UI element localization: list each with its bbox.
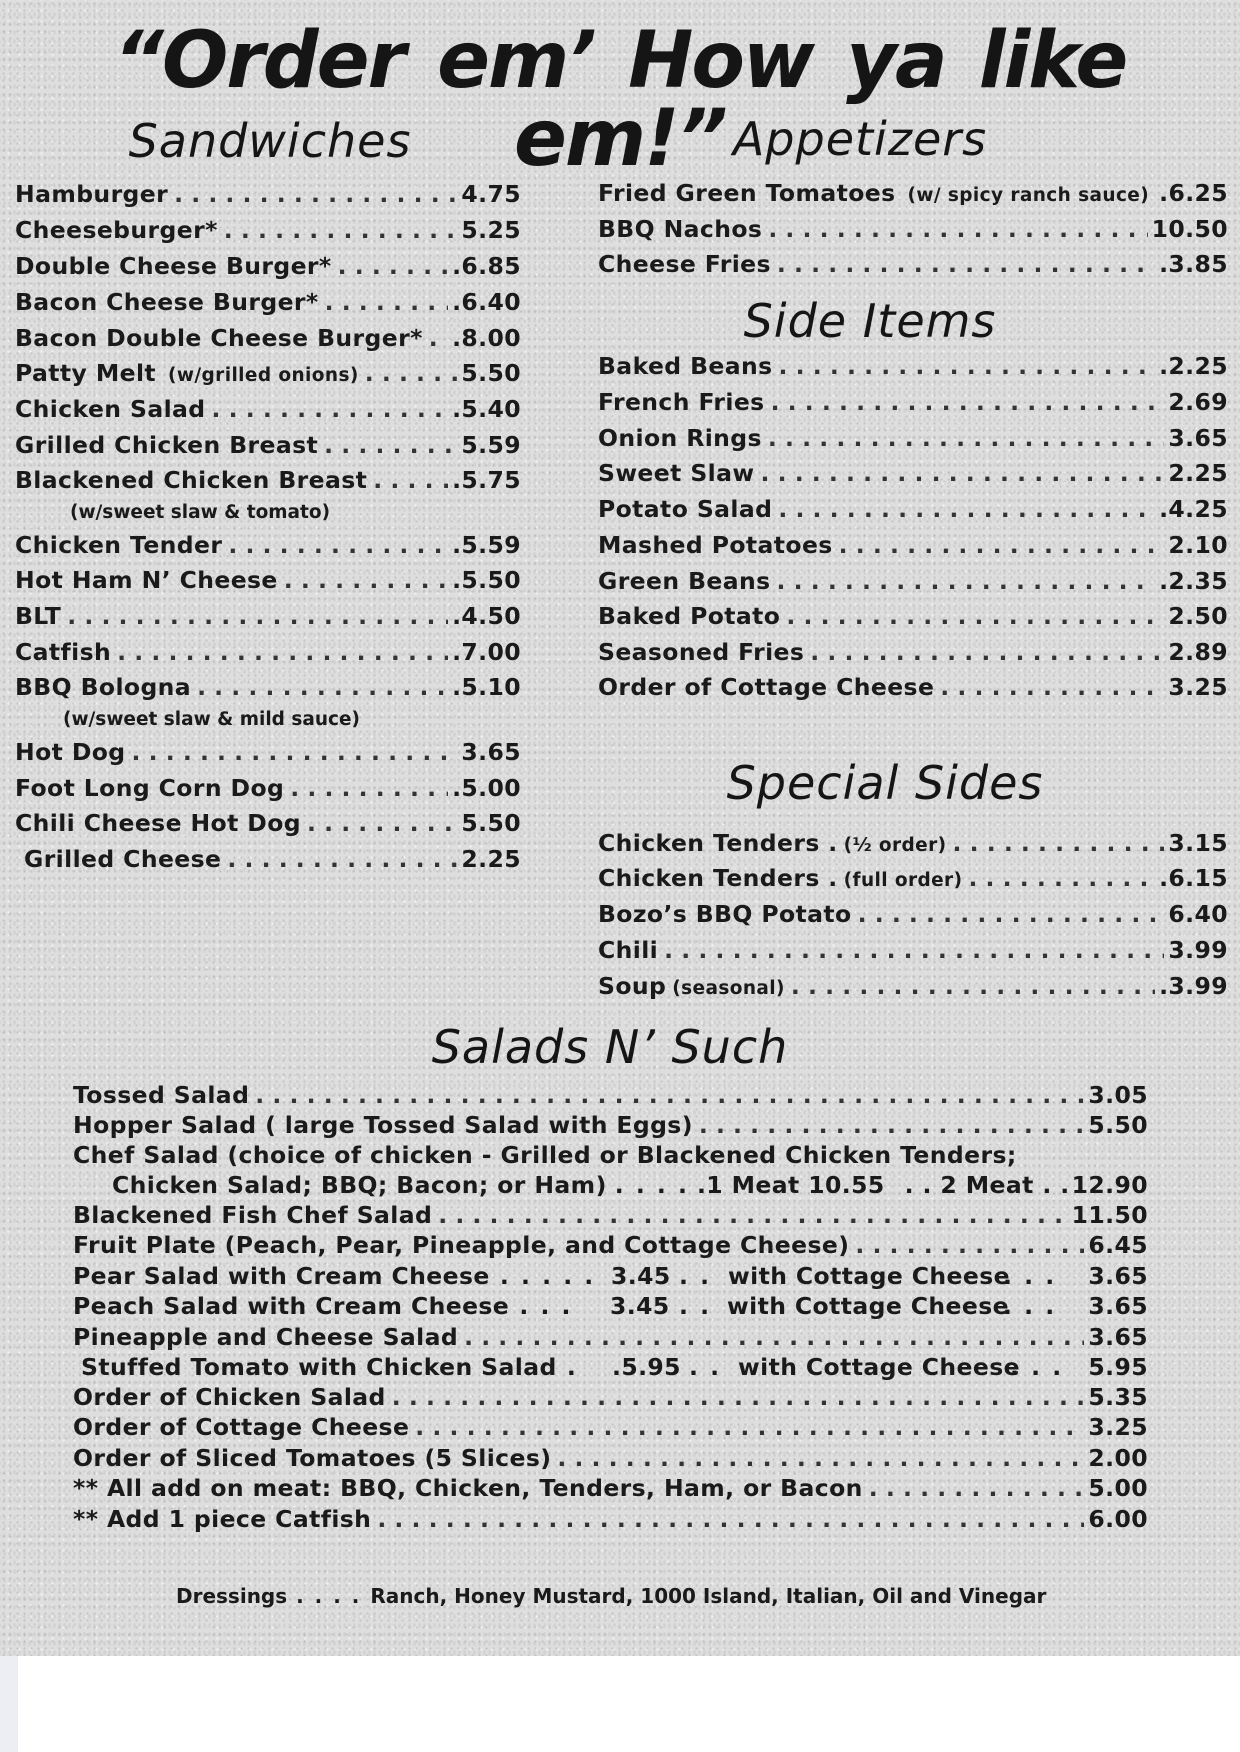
leader-dots [940,676,1164,700]
scan-edge [0,1656,18,1752]
item-price: 3.65 [1168,424,1228,452]
item-price: 10.50 [1151,215,1228,243]
leader-dots [67,605,448,629]
peach-salad-line [73,1292,1148,1320]
two-meat-label: . . 2 Meat . . [904,1171,1070,1199]
item-name: Order of Sliced Tomatoes (5 Slices) [73,1444,552,1472]
leader-dots [373,469,448,493]
item-name: Cheese Fries [598,250,771,278]
menu-item [598,638,1228,666]
sandwiches-heading: Sandwiches [128,114,412,168]
item-price: .5.95 [612,1353,681,1381]
item-name: Double Cheese Burger* [15,252,332,280]
leader-dots: . . . [1010,1353,1064,1381]
menu-item [15,324,521,352]
item-price: 11.50 [1071,1201,1148,1229]
item-name: BLT [15,602,62,630]
stuffed-tomato-line [81,1353,1148,1381]
leader-dots [953,832,1165,856]
menu-item [73,1413,1148,1441]
item-price: .5.50 [452,566,521,594]
item-price: 4.75 [461,180,521,208]
leader-dots [307,812,457,836]
item-price: 3.25 [1088,1413,1148,1441]
menu-item [15,774,521,802]
leader-dots [365,362,458,386]
menu-item [15,180,521,208]
item-name: Chicken Salad; BBQ; Bacon; or Ham) [112,1171,607,1199]
leader-dots [429,327,448,351]
item-price: .6.40 [452,288,521,316]
item-price: .4.50 [452,602,521,630]
menu-item [598,179,1229,207]
item-name: Chicken Tender [15,531,223,559]
dressings-list: Ranch, Honey Mustard, 1000 Island, Italian, Oil and Vinegar [370,1584,1047,1608]
side-items-heading: Side Items [743,294,997,348]
salads-heading: Salads N’ Such [431,1020,789,1074]
menu-item [15,809,521,837]
item-price: 6.00 [1088,1505,1148,1533]
item-price: .5.75 [452,466,521,494]
alt-option: with Cottage Cheese [728,1262,1010,1290]
item-name: Cheeseburger* [15,216,218,244]
item-name: Chicken Tenders . [598,829,838,857]
chef-salad-line2 [112,1171,1148,1199]
leader-dots: . [556,1353,578,1381]
item-name: Baked Beans [598,352,773,380]
item-name: French Fries [598,388,765,416]
menu-item [15,638,521,666]
item-price: 3.65 [461,738,521,766]
item-price: 2.25 [461,845,521,873]
item-price: 3.15 [1168,829,1228,857]
menu-item [15,252,521,280]
item-name: Fried Green Tomatoes [598,179,896,207]
item-name: Order of Cottage Cheese [598,673,935,701]
item-price: .2.25 [1159,352,1228,380]
item-price: .6.25 [1159,179,1229,207]
item-note: (w/ spicy ranch sauce) [907,185,1150,206]
item-name: Chili [598,936,659,964]
item-name: Chicken Tenders . [598,864,838,892]
menu-item [15,359,521,387]
menu-item [73,1474,1148,1502]
menu-item [598,972,1228,1000]
menu-item [598,864,1228,892]
leader-dots [664,939,1164,963]
item-name: Bacon Double Cheese Burger* [15,324,423,352]
item-name: Baked Potato [598,602,781,630]
chef-salad-line1: Chef Salad (choice of chicken - Grilled or Blackened Chicken Tenders; [73,1141,1017,1169]
menu-item [598,388,1228,416]
menu-item [15,566,521,594]
leader-dots [290,777,448,801]
item-name: Bacon Cheese Burger* [15,288,319,316]
item-price: 6.40 [1168,900,1228,928]
item-name: Order of Chicken Salad [73,1383,386,1411]
leader-dots [699,1114,1085,1138]
leader-dots [869,1477,1085,1501]
leader-dots [771,391,1165,415]
menu-item [598,495,1228,523]
menu-item [24,845,521,873]
item-name: BBQ Nachos [598,215,763,243]
menu-item [598,250,1228,278]
menu-item [598,900,1228,928]
item-price: .5.59 [452,531,521,559]
leader-dots [228,534,448,558]
appetizers-heading: Appetizers [732,112,988,166]
item-name: Chili Cheese Hot Dog [15,809,301,837]
item-name: Catfish [15,638,112,666]
leader-dots [768,427,1164,451]
item-name: Blackened Fish Chef Salad [73,1201,433,1229]
leader-dots [968,867,1155,891]
item-name: Potato Salad [598,495,773,523]
item-name: ** Add 1 piece Catfish [73,1505,372,1533]
alt-option: with Cottage Cheese [727,1292,1009,1320]
leader-dots: . . . [1003,1292,1057,1320]
item-name: Soup [598,972,667,1000]
item-price: 2.25 [1168,459,1228,487]
menu-item [598,424,1228,452]
item-name: Bozo’s BBQ Potato [598,900,852,928]
leader-dots [377,1508,1084,1532]
special-sides-heading: Special Sides [726,756,1044,810]
leader-dots: . . . . [287,1584,371,1608]
leader-dots [810,641,1164,665]
leader-dots [415,1416,1084,1440]
item-price: 2.69 [1168,388,1228,416]
menu-item [598,531,1228,559]
item-price: 3.65 [1088,1262,1148,1290]
item-name: Hopper Salad ( large Tossed Salad with Eggs) [73,1111,693,1139]
leader-dots [778,498,1155,522]
alt-option: with Cottage Cheese [738,1353,1020,1381]
leader-dots [117,641,448,665]
menu-item [15,216,521,244]
item-name: Order of Cottage Cheese [73,1413,410,1441]
item-price: 5.50 [1088,1111,1148,1139]
menu-item [598,602,1228,630]
item-price: 6.45 [1088,1231,1148,1259]
item-name: Onion Rings [598,424,762,452]
item-price: 3.99 [1168,936,1228,964]
item-price: .5.40 [452,395,521,423]
item-price: 3.25 [1168,673,1228,701]
leader-dots [557,1447,1084,1471]
leader-dots [224,219,458,243]
leader-dots [839,534,1165,558]
leader-dots [227,848,457,872]
menu-item [15,395,521,423]
dressings-label: Dressings [176,1584,288,1608]
leader-dots [779,355,1156,379]
item-price: 2.00 [1088,1444,1148,1472]
item-name: Mashed Potatoes [598,531,833,559]
leader-dots [174,183,457,207]
item-price: .5.00 [452,774,521,802]
item-name: Peach Salad with Cream Cheese [73,1292,510,1320]
item-name: Hot Ham N’ Cheese [15,566,278,594]
page-margin [0,1656,1240,1752]
item-name: Stuffed Tomato with Chicken Salad [81,1353,557,1381]
item-price: .4.25 [1159,495,1228,523]
item-price: 5.00 [1088,1474,1148,1502]
item-price: 3.05 [1088,1081,1148,1109]
item-price: 3.45 [611,1262,671,1290]
leader-dots [858,903,1165,927]
menu-item [598,673,1228,701]
dressings-line [176,1586,1046,1606]
pear-salad-line [73,1262,1148,1290]
item-price: 3.45 [610,1292,670,1320]
leader-dots [284,569,448,593]
leader-dots: . . . [509,1292,573,1320]
item-name: Pear Salad with Cream Cheese [73,1262,490,1290]
menu-item [73,1111,1148,1139]
leader-dots [760,462,1164,486]
item-price: 2.10 [1168,531,1228,559]
menu-item [73,1444,1148,1472]
item-price: 2.50 [1168,602,1228,630]
leader-dots [777,570,1156,594]
item-subnote: (w/sweet slaw & mild sauce) [63,709,361,730]
item-name: Seasoned Fries [598,638,805,666]
item-price: .3.85 [1159,250,1228,278]
item-price: .5.10 [452,673,521,701]
item-note: (w/grilled onions) [168,365,359,386]
menu-item [73,1201,1148,1229]
leader-dots [212,398,449,422]
item-price: .6.15 [1159,864,1228,892]
menu-item [598,567,1228,595]
leader-dots: . . [689,1353,722,1381]
item-name: Chicken Salad [15,395,206,423]
menu-item [73,1081,1148,1109]
menu-item [15,738,521,766]
item-price: 5.59 [461,431,521,459]
item-name: Grilled Chicken Breast [15,431,319,459]
menu-item [15,673,521,701]
menu-item [73,1323,1148,1351]
item-name: Green Beans [598,567,771,595]
menu-item [598,829,1228,857]
leader-dots [855,1234,1084,1258]
leader-dots: . . . [1003,1262,1057,1290]
leader-dots [324,434,457,458]
item-price: 5.50 [461,809,521,837]
item-name: Pineapple and Cheese Salad [73,1323,459,1351]
menu-item [73,1383,1148,1411]
item-name: Sweet Slaw [598,459,755,487]
item-price: 5.50 [461,359,521,387]
leader-dots [777,253,1155,277]
item-note: (½ order) [843,835,947,856]
item-name: Grilled Cheese [24,845,222,873]
menu-item [73,1231,1148,1259]
one-meat-price: .1 Meat 10.55 [696,1171,885,1199]
item-price: 3.65 [1088,1292,1148,1320]
menu-item [73,1505,1148,1533]
menu-item [15,288,521,316]
leader-dots [791,975,1155,999]
leader-dots [255,1084,1084,1108]
leader-dots [197,676,448,700]
leader-dots [438,1204,1067,1228]
item-name: Tossed Salad [73,1081,250,1109]
item-name: BBQ Bologna [15,673,192,701]
item-note: (full order) [843,870,963,891]
leader-dots [786,605,1164,629]
item-price: 5.95 [1088,1353,1148,1381]
leader-dots: . . [679,1292,712,1320]
item-name: Patty Melt [15,359,157,387]
item-price: 3.65 [1088,1323,1148,1351]
menu-item [15,466,521,494]
leader-dots: . . [679,1262,712,1290]
menu-item [15,602,521,630]
item-name: Fruit Plate (Peach, Pear, Pineapple, and Cottage Cheese) [73,1231,850,1259]
menu-title: “Order em’ How ya like em!” [113,16,1127,184]
item-price: .2.35 [1159,567,1228,595]
item-name: ** All add on meat: BBQ, Chicken, Tenders, Ham, or Bacon [73,1474,863,1502]
leader-dots [325,291,448,315]
item-price: 5.35 [1088,1383,1148,1411]
item-name: Hamburger [15,180,169,208]
item-price: .8.00 [452,324,521,352]
item-price: 5.25 [461,216,521,244]
menu-item [598,352,1228,380]
menu-item [598,459,1228,487]
leader-dots [768,218,1147,242]
leader-dots [132,741,458,765]
menu-item [15,431,521,459]
leader-dots [338,255,448,279]
leader-dots: . . . . [614,1171,689,1199]
item-price: .3.99 [1159,972,1228,1000]
item-price: .6.85 [452,252,521,280]
item-price: 2.89 [1168,638,1228,666]
item-price: 12.90 [1071,1171,1148,1199]
menu-item [598,215,1228,243]
item-price: .7.00 [452,638,521,666]
item-name: Hot Dog [15,738,126,766]
leader-dots [464,1326,1084,1350]
menu-item [15,531,521,559]
item-name: Blackened Chicken Breast [15,466,368,494]
leader-dots [392,1386,1085,1410]
menu-item [598,936,1228,964]
item-name: Foot Long Corn Dog [15,774,285,802]
item-subnote: (w/sweet slaw & tomato) [70,502,331,523]
leader-dots: . . . . . [489,1262,596,1290]
item-note: (seasonal) [672,978,785,999]
